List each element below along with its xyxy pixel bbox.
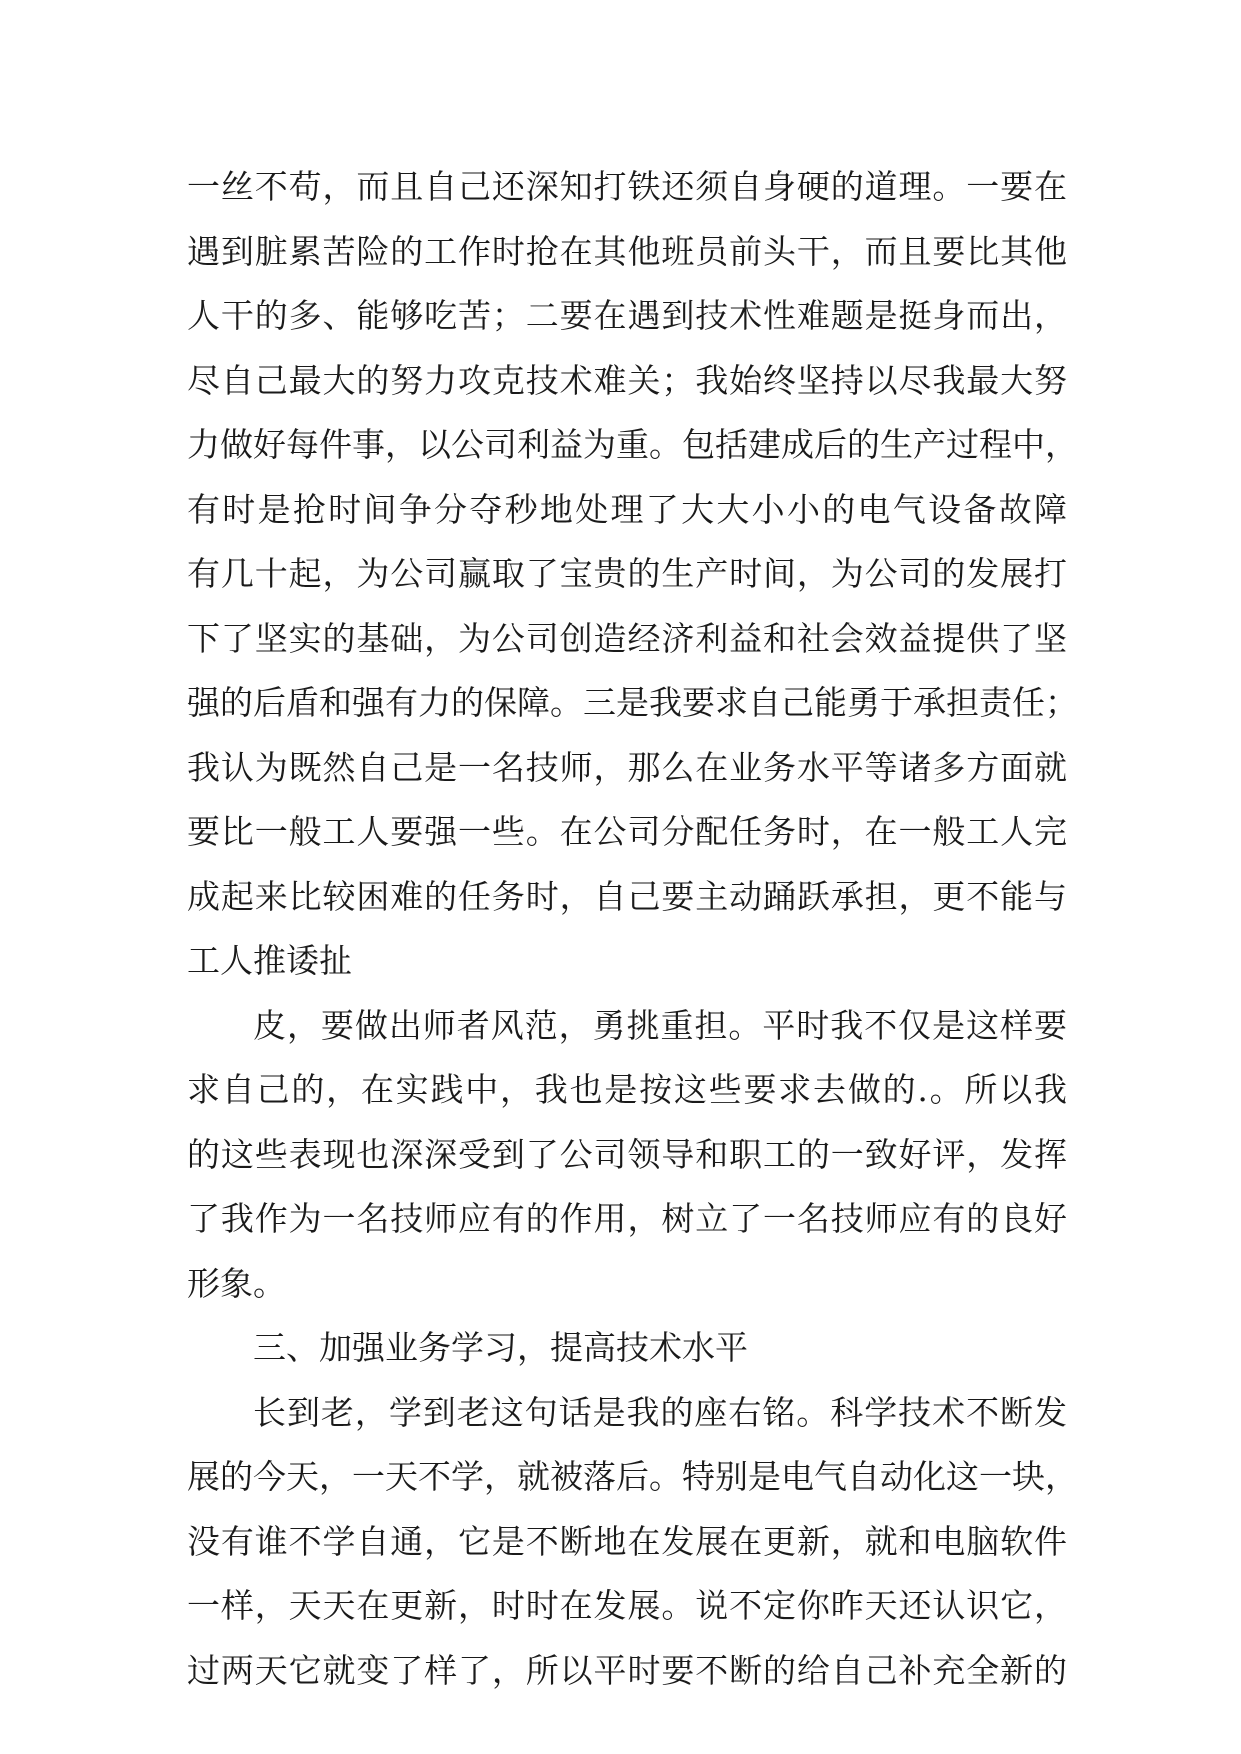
text-line: 了我作为一名技师应有的作用，树立了一名技师应有的良好	[187, 1199, 1067, 1238]
text-line: 三、加强业务学习，提高技术水平	[253, 1328, 748, 1367]
text-line: 没有谁不学自通，它是不断地在发展在更新，就和电脑软件	[187, 1521, 1067, 1561]
text-line: 展的今天，一天不学，就被落后。特别是电气自动化这一块，	[187, 1457, 1078, 1496]
text-line: 我认为既然自己是一名技师，那么在业务水平等诸多方面就	[187, 747, 1067, 787]
text-line: 人干的多、能够吃苦；二要在遇到技术性难题是挺身而出，	[187, 296, 1067, 335]
text-line: 有几十起，为公司赢取了宝贵的生产时间，为公司的发展打	[187, 554, 1067, 593]
text-line: 的这些表现也深深受到了公司领导和职工的一致好评，发挥	[187, 1134, 1067, 1174]
body-text	[187, 155, 1078, 1703]
text-line: 要比一般工人要强一些。在公司分配任务时，在一般工人完	[187, 812, 1067, 851]
text-line: 皮，要做出师者风范，勇挑重担。平时我不仅是这样要	[253, 1005, 1067, 1045]
text-line: 形象。	[187, 1263, 286, 1303]
text-line: 求自己的，在实践中，我也是按这些要求去做的.。所以我	[187, 1070, 1067, 1109]
text-line: 长到老，学到老这句话是我的座右铭。科学技术不断发	[253, 1392, 1067, 1432]
text-line: 力做好每件事，以公司利益为重。包括建成后的生产过程中，	[187, 425, 1078, 464]
text-line: 过两天它就变了样了，所以平时要不断的给自己补充全新的	[187, 1650, 1067, 1690]
text-line: 工人推诿扯	[187, 941, 352, 980]
text-line: 成起来比较困难的任务时，自己要主动踊跃承担，更不能与	[187, 876, 1067, 916]
text-line: 一样，天天在更新，时时在发展。说不定你昨天还认识它，	[187, 1586, 1067, 1625]
text-line: 遇到脏累苦险的工作时抢在其他班员前头干，而且要比其他	[187, 231, 1067, 271]
text-line: 一丝不苟，而且自己还深知打铁还须自身硬的道理。一要在	[187, 167, 1067, 206]
text-line: 下了坚实的基础，为公司创造经济利益和社会效益提供了坚	[187, 618, 1067, 658]
text-line: 强的后盾和强有力的保障。三是我要求自己能勇于承担责任；	[187, 683, 1078, 722]
text-line: 尽自己最大的努力攻克技术难关；我始终坚持以尽我最大努	[187, 360, 1067, 400]
text-line: 有时是抢时间争分夺秒地处理了大大小小的电气设备故障	[187, 489, 1067, 529]
